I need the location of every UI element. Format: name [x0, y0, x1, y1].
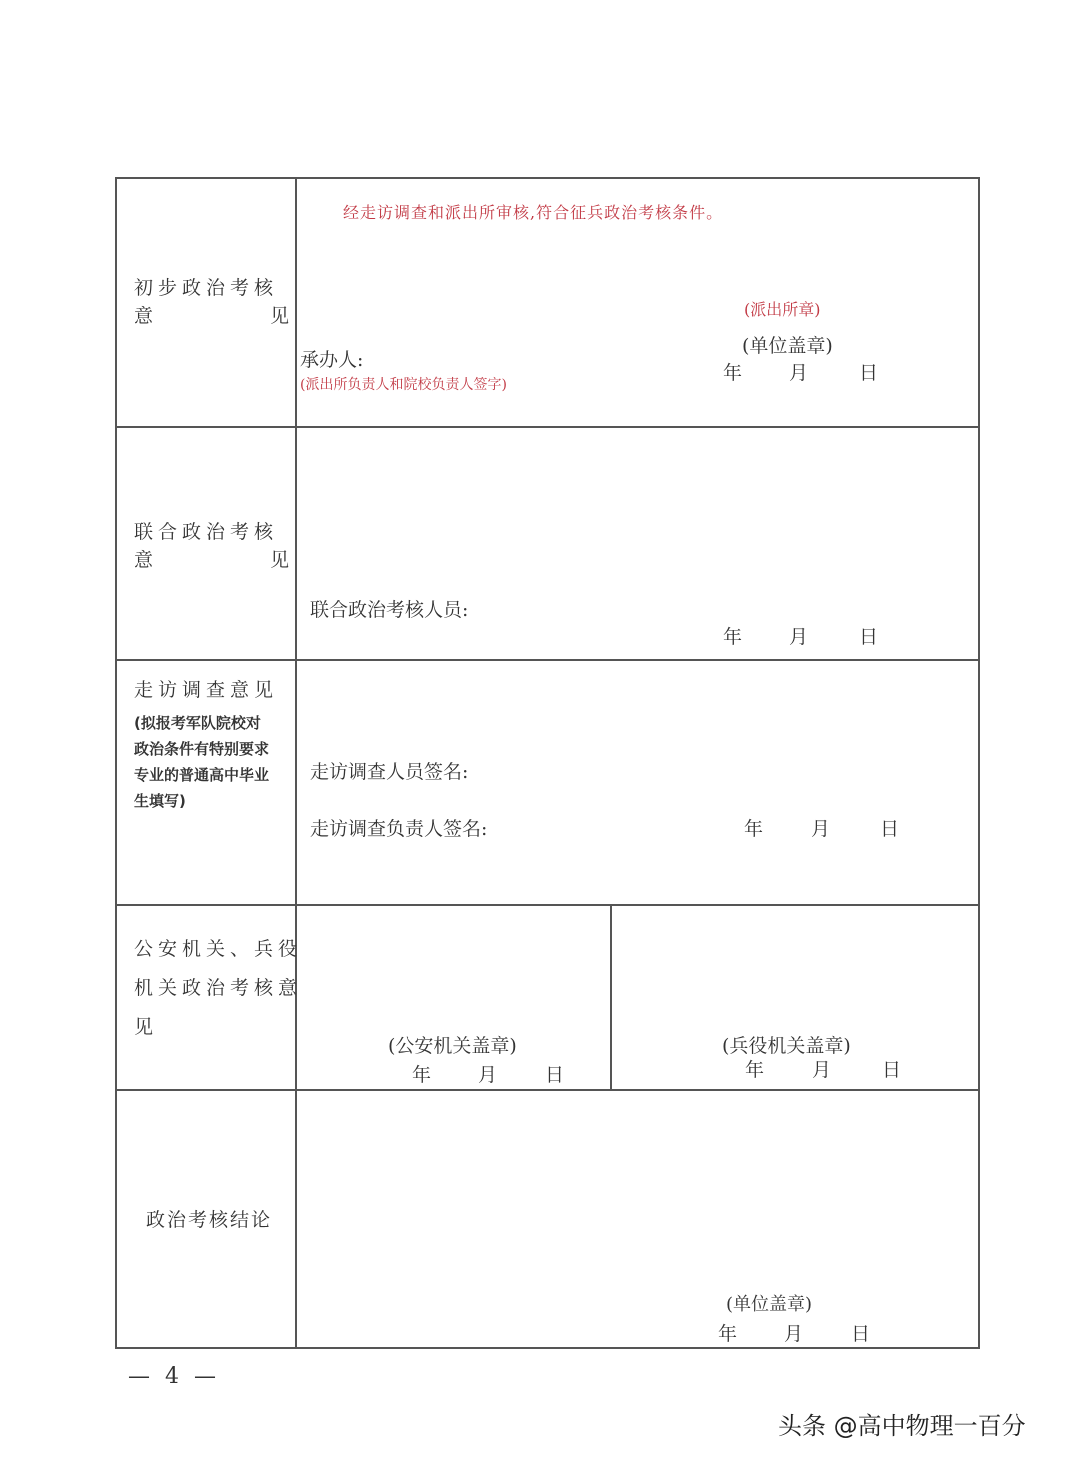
military-date-month: 月 [812, 1059, 832, 1081]
joint-label-right: 见 [269, 549, 289, 571]
visit-staff-sign: 走访调查人员签名: [310, 761, 469, 783]
police-date-month: 月 [478, 1064, 498, 1086]
row-divider-2 [115, 659, 980, 661]
preliminary-date-month: 月 [789, 362, 809, 384]
conclusion-date-day: 日 [851, 1323, 871, 1345]
row-divider-4 [115, 1089, 980, 1091]
military-date-year: 年 [745, 1059, 765, 1081]
police-date-day: 日 [545, 1064, 565, 1086]
conclusion-date-month: 月 [784, 1323, 804, 1345]
preliminary-handler-note: (派出所负责人和院校负责人签字) [300, 377, 507, 393]
military-date-day: 日 [882, 1059, 902, 1081]
preliminary-handler: 承办人: [300, 349, 364, 371]
joint-label-left: 意 [134, 549, 154, 571]
page-number: — 4 — [128, 1364, 220, 1389]
joint-date-day: 日 [859, 626, 879, 648]
preliminary-label-left: 意 [134, 305, 154, 327]
agencies-label-line3: 见 [134, 1016, 159, 1038]
visit-note-line4: 生填写) [134, 792, 186, 810]
conclusion-date-year: 年 [718, 1323, 738, 1345]
joint-date-month: 月 [789, 626, 809, 648]
agencies-label-line2: 机关政治考核意 [134, 977, 303, 999]
conclusion-label: 政治考核结论 [146, 1209, 273, 1231]
visit-date-month: 月 [811, 818, 831, 840]
preliminary-remark: 经走访调查和派出所审核,符合征兵政治考核条件。 [343, 203, 724, 222]
preliminary-label-right: 见 [269, 305, 289, 327]
preliminary-date-year: 年 [723, 362, 743, 384]
conclusion-unit-seal: (单位盖章) [726, 1294, 813, 1315]
visit-date-year: 年 [744, 818, 764, 840]
table-border-right [978, 177, 980, 1349]
preliminary-label-line1: 初步政治考核 [134, 277, 279, 299]
visit-date-day: 日 [880, 818, 900, 840]
military-seal: (兵役机关盖章) [722, 1035, 851, 1057]
agencies-label-line1: 公安机关、兵役 [134, 938, 303, 960]
visit-note-line1: (拟报考军队院校对 [134, 714, 261, 732]
row-divider-3 [115, 904, 980, 906]
table-border-left [115, 177, 117, 1349]
joint-label-line2 [134, 551, 289, 570]
preliminary-unit-seal: (单位盖章) [742, 335, 833, 357]
visit-label: 走访调查意见 [134, 679, 279, 701]
label-column-divider [295, 177, 297, 1349]
preliminary-police-seal: (派出所章) [744, 300, 821, 319]
table-border-top [115, 177, 980, 179]
police-seal: (公安机关盖章) [388, 1035, 517, 1057]
preliminary-date-day: 日 [859, 362, 879, 384]
preliminary-label-line2 [134, 307, 289, 326]
joint-date-year: 年 [723, 626, 743, 648]
joint-label-line1: 联合政治考核 [134, 521, 279, 543]
agencies-split-divider [610, 904, 612, 1090]
table-border-bottom [115, 1347, 980, 1349]
police-date-year: 年 [412, 1064, 432, 1086]
watermark: 头条 @高中物理一百分 [778, 1412, 1026, 1440]
row-divider-1 [115, 426, 980, 428]
visit-note-line2: 政治条件有特别要求 [134, 740, 270, 758]
visit-note-line3: 专业的普通高中毕业 [134, 766, 270, 784]
joint-reviewer: 联合政治考核人员: [310, 599, 469, 621]
visit-lead-sign: 走访调查负责人签名: [310, 818, 488, 840]
